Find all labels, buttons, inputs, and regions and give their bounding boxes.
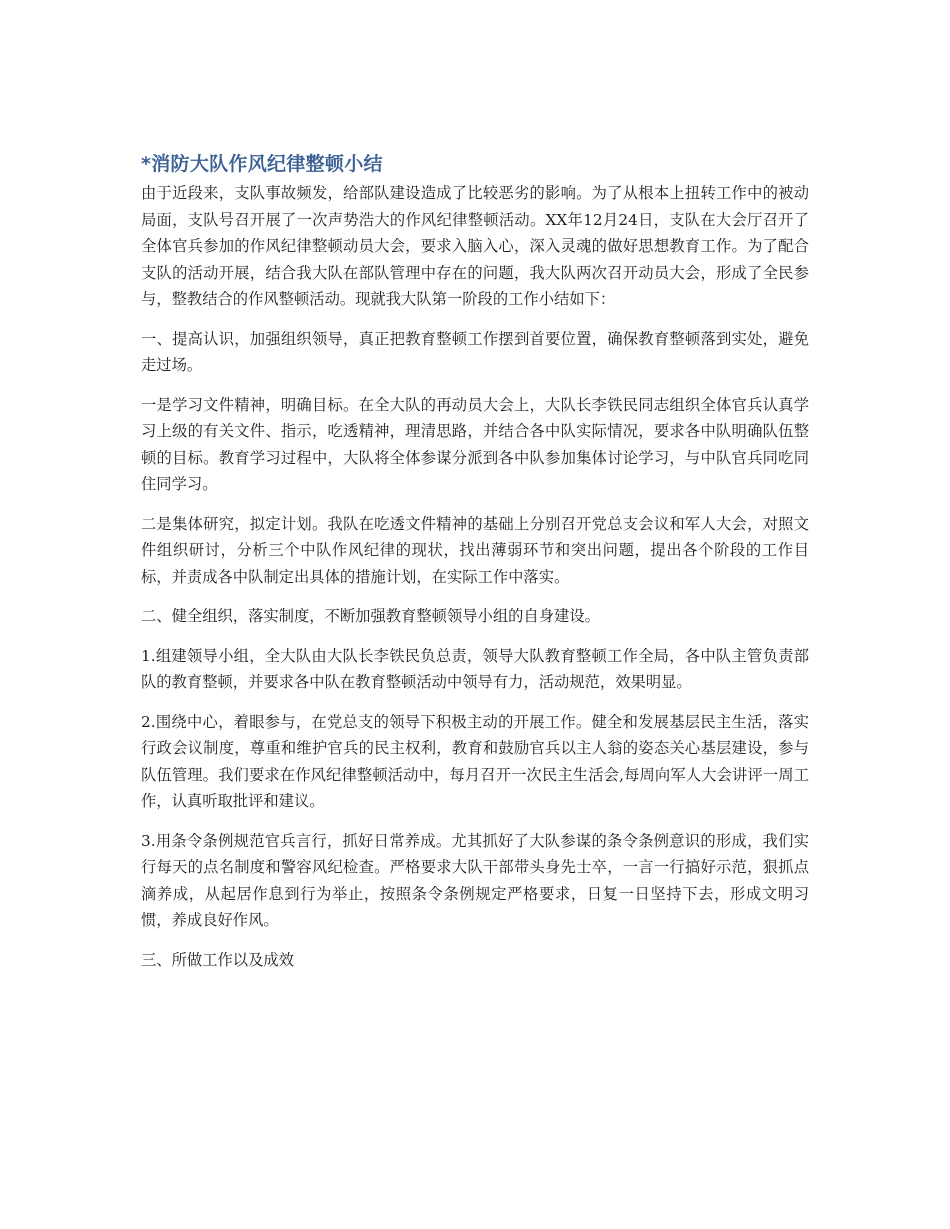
section-heading-1: 一、提高认识，加强组织领导，真正把教育整顿工作摆到首要位置，确保教育整顿落到实处，避免走过场。 [141, 329, 809, 374]
section-heading-3: 三、所做工作以及成效 [141, 950, 294, 969]
paragraph-collective-research: 二是集体研究，拟定计划。我队在吃透文件精神的基础上分别召开党总支会议和军人大会，对照文件组织研讨，分析三个中队作风纪律的现状，找出薄弱环节和突出问题，提出各个阶段的工作目标，并责成各中队制定出具体的措施计划，在实际工作中落实。 [141, 514, 809, 586]
document-body [141, 150, 809, 986]
document-title: *消防大队作风纪律整顿小结 [141, 153, 383, 175]
list-item-2: 2.围绕中心，着眼参与，在党总支的领导下积极主动的开展工作。健全和发展基层民主生活，落实行政会议制度，尊重和维护官兵的民主权利，教育和鼓励官兵以主人翁的姿态关心基层建设，参与队伍管理。我们要求在作风纪律整顿活动中，每月召开一次民主生活会,每周向军人大会讲评一周工作，认真听取批评和建议。 [141, 712, 809, 810]
paragraph-study-documents: 一是学习文件精神，明确目标。在全大队的再动员大会上，大队长李铁民同志组织全体官兵认真学习上级的有关文件、指示，吃透精神，理清思路，并结合各中队实际情况，要求各中队明确队伍整顿的目标。教育学习过程中，大队将全体参谋分派到各中队参加集体讨论学习，与中队官兵同吃同住同学习。 [141, 395, 809, 493]
list-item-1: 1.组建领导小组，全大队由大队长李铁民负总责，领导大队教育整顿工作全局，各中队主管负责部队的教育整顿，并要求各中队在教育整顿活动中领导有力，活动规范，效果明显。 [141, 646, 809, 691]
intro-paragraph: 由于近段来，支队事故频发，给部队建设造成了比较恶劣的影响。为了从根本上扭转工作中的被动局面，支队号召开展了一次声势浩大的作风纪律整顿活动。XX年12月24日，支队在大会厅召开了全体官兵参加的作风纪律整顿动员大会，要求入脑入心，深入灵魂的做好思想教育工作。为了配合支队的活动开展，结合我大队在部队管理中存在的问题，我大队两次召开动员大会，形成了全民参与，整教结合的作风整顿活动。现就我大队第一阶段的工作小结如下： [141, 184, 809, 308]
list-item-3: 3.用条令条例规范官兵言行，抓好日常养成。尤其抓好了大队参谋的条令条例意识的形成，我们实行每天的点名制度和警容风纪检查。严格要求大队干部带头身先士卒，一言一行搞好示范，狠抓点滴养成，从起居作息到行为举止，按照条令条例规定严格要求，日复一日坚持下去，形成文明习惯，养成良好作风。 [141, 831, 809, 929]
section-heading-2: 二、健全组织，落实制度，不断加强教育整顿领导小组的自身建设。 [141, 607, 600, 625]
